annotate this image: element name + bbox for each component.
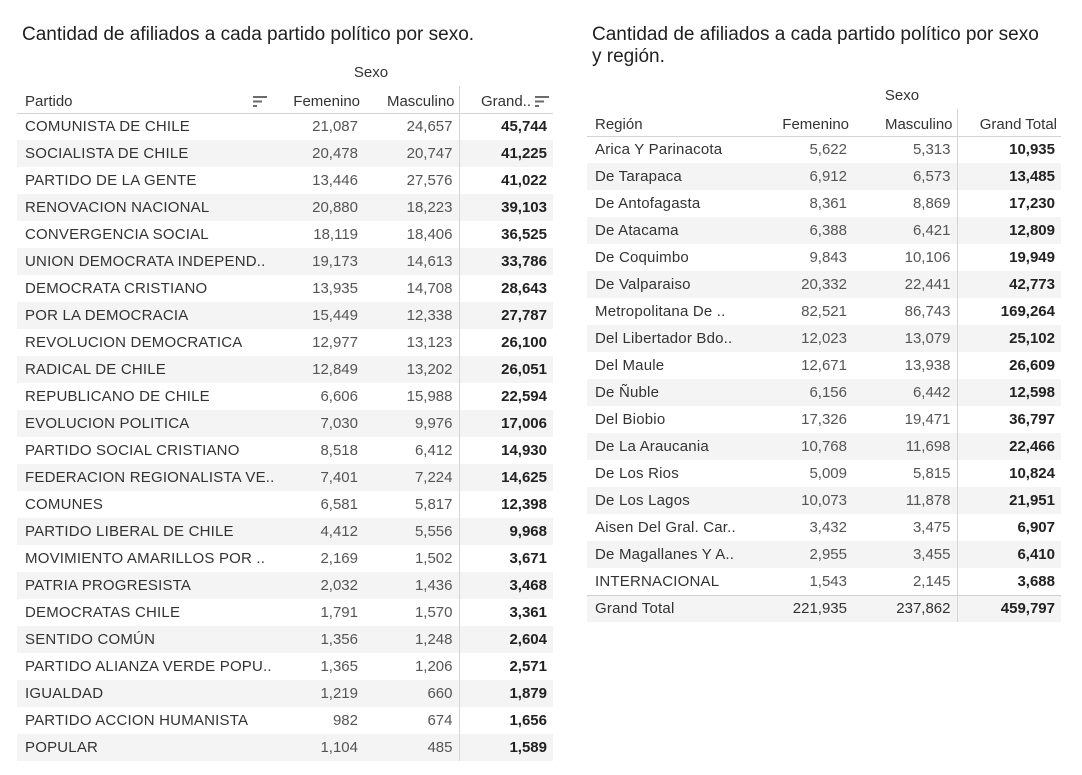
grand-total-value: 13,485: [957, 163, 1061, 190]
row-label: RADICAL DE CHILE: [17, 356, 275, 383]
table-row[interactable]: [587, 352, 1061, 379]
grand-total-value: 36,797: [957, 406, 1061, 433]
masculino-value: 237,862: [853, 595, 957, 622]
femenino-value: 12,023: [761, 325, 853, 352]
table-row[interactable]: [587, 541, 1061, 568]
table-row[interactable]: [587, 271, 1061, 298]
grand-total-value: 17,230: [957, 190, 1061, 217]
masculino-value: 8,869: [912, 195, 951, 212]
grand-total-value: 22,466: [957, 433, 1061, 460]
grand-total-value: 6,410: [957, 541, 1061, 568]
grand-total-value: 25,102: [957, 325, 1061, 352]
table-row[interactable]: [17, 410, 553, 437]
sort-descending-icon[interactable]: [535, 96, 549, 107]
femenino-value: 6,606: [320, 388, 358, 405]
row-label: PARTIDO SOCIAL CRISTIANO: [25, 442, 240, 459]
sort-descending-icon[interactable]: [253, 96, 267, 107]
femenino-value: 8,361: [809, 195, 847, 212]
grand-total-value: 2,571: [459, 653, 553, 680]
table-row[interactable]: [587, 487, 1061, 514]
masculino-value: 1,248: [364, 626, 459, 653]
masculino-value: 24,657: [406, 118, 453, 136]
masculino-value: 5,556: [364, 518, 459, 545]
table-row[interactable]: [587, 433, 1061, 460]
table-row[interactable]: [587, 406, 1061, 433]
masculino-value: 5,313: [912, 141, 951, 159]
table-row[interactable]: [587, 514, 1061, 541]
table-row[interactable]: [17, 707, 553, 734]
table-row[interactable]: [587, 568, 1061, 595]
femenino-value: 12,977: [312, 334, 358, 351]
row-label: FEDERACION REGIONALISTA VE..: [17, 464, 275, 491]
row-label: IGUALDAD: [17, 680, 275, 707]
femenino-value: 20,332: [761, 271, 853, 298]
femenino-value: 7,401: [275, 464, 364, 491]
femenino-value: 6,156: [761, 379, 853, 406]
femenino-value: 2,169: [320, 550, 358, 567]
femenino-value: 9,843: [809, 249, 847, 266]
grand-total-value: 2,604: [459, 626, 553, 653]
row-label: Del Biobio: [595, 411, 666, 428]
grand-total-value: 14,625: [459, 464, 553, 491]
grand-total-value: 1,656: [459, 707, 553, 734]
masculino-value: 20,747: [364, 140, 459, 167]
row-label: De Los Lagos: [587, 487, 761, 514]
panel-title: Cantidad de afiliados a cada partido político por sexo.: [22, 24, 475, 45]
table-row[interactable]: [17, 572, 553, 599]
masculino-value: 86,743: [904, 303, 951, 320]
row-label: De Antofagasta: [595, 195, 701, 212]
row-label: COMUNISTA DE CHILE: [25, 118, 191, 136]
femenino-value: 20,880: [275, 194, 364, 221]
table-row[interactable]: [17, 734, 553, 761]
femenino-value: 1,104: [275, 734, 364, 761]
masculino-value: 14,708: [406, 280, 453, 297]
table-row[interactable]: [17, 167, 553, 194]
row-label: SOCIALISTA DE CHILE: [17, 140, 275, 167]
row-label: De Los Rios: [595, 465, 679, 482]
grand-total-column-header[interactable]: Grand Total: [957, 109, 1061, 136]
grand-total-value: 27,787: [459, 302, 553, 329]
masculino-value: 1,502: [414, 550, 453, 567]
grand-total-value: 3,361: [459, 599, 553, 626]
grand-total-value: 12,598: [957, 379, 1061, 406]
masculino-value: 1,206: [414, 658, 453, 675]
table-row[interactable]: [587, 379, 1061, 406]
femenino-value: 5,622: [809, 141, 847, 159]
panel-title: Cantidad de afiliados a cada partido político por sexo y región.: [592, 24, 1039, 67]
grand-total-value: 9,968: [459, 518, 553, 545]
row-label: De Magallanes Y A..: [587, 541, 761, 568]
row-label: MOVIMIENTO AMARILLOS POR ..: [25, 550, 266, 567]
masculino-value: 11,878: [853, 487, 957, 514]
masculino-value: 18,223: [364, 194, 459, 221]
table-row[interactable]: [587, 163, 1061, 190]
table-row[interactable]: [17, 248, 553, 275]
femenino-value: 1,219: [275, 680, 364, 707]
row-label: De Atacama: [587, 217, 761, 244]
femenino-value: 18,119: [313, 226, 358, 243]
masculino-value: 6,412: [414, 442, 453, 459]
femenino-value: 3,432: [809, 519, 847, 536]
row-label: De Valparaiso: [587, 271, 761, 298]
femenino-value: 2,955: [761, 541, 853, 568]
masculino-value: 6,573: [853, 163, 957, 190]
grand-total-value: 6,907: [957, 514, 1061, 541]
masculino-value: 7,224: [364, 464, 459, 491]
row-label: DEMOCRATA CRISTIANO: [25, 280, 208, 297]
grand-total-value: 41,225: [459, 140, 553, 167]
partido-column-header[interactable]: [17, 86, 275, 113]
masculino-value: 660: [364, 680, 459, 707]
masculino-column-header[interactable]: Masculino: [853, 109, 957, 136]
row-label: De Ñuble: [587, 379, 761, 406]
table-row[interactable]: [587, 460, 1061, 487]
grand-total-header-label: Grand..: [480, 92, 531, 110]
femenino-value: 82,521: [801, 303, 847, 320]
femenino-value: 10,768: [761, 433, 853, 460]
masculino-value: 5,817: [414, 496, 453, 513]
row-label: PARTIDO LIBERAL DE CHILE: [17, 518, 275, 545]
grand-total-row[interactable]: [587, 595, 1061, 622]
table-header-row: [17, 86, 553, 113]
grand-total-value: 26,100: [459, 329, 553, 356]
femenino-value: 20,478: [275, 140, 364, 167]
table-row[interactable]: [587, 217, 1061, 244]
table-row[interactable]: [17, 518, 553, 545]
femenino-value: 17,326: [801, 411, 847, 428]
masculino-value: 27,576: [406, 172, 453, 189]
masculino-value: 5,815: [912, 465, 951, 482]
row-label: De La Araucania: [587, 433, 761, 460]
grand-total-value: 10,935: [957, 136, 1061, 163]
grand-total-value: 26,051: [459, 356, 553, 383]
region-by-sex-table: [587, 109, 1061, 622]
masculino-value: 6,421: [853, 217, 957, 244]
row-label: EVOLUCION POLITICA: [17, 410, 275, 437]
row-label: UNION DEMOCRATA INDEPEND..: [17, 248, 275, 275]
table-row[interactable]: [587, 136, 1061, 163]
table-row[interactable]: [17, 464, 553, 491]
femenino-value: 1,356: [275, 626, 364, 653]
row-label: POR LA DEMOCRACIA: [17, 302, 275, 329]
femenino-value: 8,518: [320, 442, 358, 459]
grand-total-value: 3,688: [957, 568, 1061, 595]
table-row[interactable]: [17, 545, 553, 572]
row-label: POPULAR: [17, 734, 275, 761]
grand-total-value: 28,643: [459, 275, 553, 302]
masculino-value: 13,079: [853, 325, 957, 352]
table-row[interactable]: [17, 140, 553, 167]
femenino-value: 2,032: [275, 572, 364, 599]
table-row[interactable]: [17, 599, 553, 626]
masculino-value: 10,106: [904, 249, 951, 266]
grand-total-value: 26,609: [957, 352, 1061, 379]
femenino-value: 7,030: [275, 410, 364, 437]
femenino-value: 1,543: [809, 572, 847, 590]
masculino-value: 11,698: [853, 433, 957, 460]
row-label: REVOLUCION DEMOCRATICA: [25, 334, 243, 351]
grand-total-value: 39,103: [459, 194, 553, 221]
table-row[interactable]: [587, 190, 1061, 217]
masculino-value: 2,145: [912, 572, 951, 590]
region-column-header[interactable]: Región: [587, 109, 761, 136]
grand-total-value: 12,398: [459, 491, 553, 518]
table-row[interactable]: [17, 275, 553, 302]
table-row[interactable]: [17, 221, 553, 248]
row-label: PARTIDO ACCION HUMANISTA: [25, 712, 249, 729]
row-label: Del Libertador Bdo..: [587, 325, 761, 352]
table-row[interactable]: [17, 437, 553, 464]
sexo-group-header: Sexo: [884, 87, 920, 104]
femenino-value: 1,791: [320, 604, 358, 621]
table-row[interactable]: [17, 653, 553, 680]
table-row[interactable]: [17, 194, 553, 221]
masculino-value: 1,570: [414, 604, 453, 621]
masculino-value: 674: [427, 712, 453, 729]
row-label: DEMOCRATAS CHILE: [25, 604, 181, 621]
table-row[interactable]: [17, 491, 553, 518]
partido-header-label: Partido: [25, 92, 73, 110]
grand-total-value: 459,797: [957, 595, 1061, 622]
row-label: Metropolitana De ..: [595, 303, 726, 320]
row-label: Aisen Del Gral. Car..: [595, 519, 736, 536]
femenino-value: 6,388: [761, 217, 853, 244]
masculino-value: 18,406: [406, 226, 453, 243]
grand-total-value: 33,786: [459, 248, 553, 275]
femenino-column-header[interactable]: Femenino: [761, 109, 853, 136]
row-label: De Coquimbo: [595, 249, 689, 266]
table-row[interactable]: [587, 298, 1061, 325]
masculino-value: 13,123: [406, 334, 453, 351]
region-by-sex-panel: [587, 24, 1061, 618]
grand-total-value: 41,022: [459, 167, 553, 194]
row-label: Arica Y Parinacota: [595, 141, 723, 159]
grand-total-value: 1,589: [459, 734, 553, 761]
grand-total-column-header[interactable]: [459, 86, 553, 113]
femenino-value: 15,449: [275, 302, 364, 329]
table-row[interactable]: [17, 113, 553, 140]
masculino-value: 485: [364, 734, 459, 761]
femenino-value: 10,073: [761, 487, 853, 514]
table-row[interactable]: [17, 680, 553, 707]
row-label: De Tarapaca: [587, 163, 761, 190]
masculino-value: 3,475: [912, 519, 951, 536]
table-header-row: [587, 109, 1061, 136]
grand-total-value: 45,744: [459, 113, 553, 140]
sexo-group-header: Sexo: [353, 64, 389, 81]
grand-total-value: 1,879: [459, 680, 553, 707]
party-by-sex-table: [17, 86, 553, 761]
table-row[interactable]: [17, 329, 553, 356]
row-label: PARTIDO DE LA GENTE: [25, 172, 197, 189]
masculino-value: 3,455: [853, 541, 957, 568]
femenino-value: 13,935: [312, 280, 358, 297]
row-label: REPUBLICANO DE CHILE: [25, 388, 210, 405]
masculino-value: 9,976: [364, 410, 459, 437]
femenino-value: 4,412: [275, 518, 364, 545]
table-row[interactable]: [587, 244, 1061, 271]
table-row[interactable]: [17, 383, 553, 410]
masculino-value: 22,441: [853, 271, 957, 298]
femenino-value: 982: [332, 712, 358, 729]
row-label: PATRIA PROGRESISTA: [17, 572, 275, 599]
row-label: RENOVACION NACIONAL: [17, 194, 275, 221]
grand-total-value: 42,773: [957, 271, 1061, 298]
femenino-column-header[interactable]: Femenino: [275, 86, 364, 113]
row-label: Grand Total: [587, 595, 761, 622]
masculino-value: 13,938: [904, 357, 951, 374]
table-row[interactable]: [17, 302, 553, 329]
femenino-value: 1,365: [320, 658, 358, 675]
table-row[interactable]: [587, 325, 1061, 352]
grand-total-value: 12,809: [957, 217, 1061, 244]
masculino-value: 19,471: [904, 411, 951, 428]
table-row[interactable]: [17, 626, 553, 653]
grand-total-value: 22,594: [459, 383, 553, 410]
row-label: COMUNES: [25, 496, 104, 513]
masculino-value: 1,436: [364, 572, 459, 599]
masculino-value: 13,202: [364, 356, 459, 383]
masculino-value: 12,338: [364, 302, 459, 329]
masculino-value: 14,613: [364, 248, 459, 275]
grand-total-value: 3,671: [459, 545, 553, 572]
femenino-value: 6,581: [320, 496, 358, 513]
femenino-value: 13,446: [312, 172, 358, 189]
grand-total-value: 17,006: [459, 410, 553, 437]
row-label: Del Maule: [595, 357, 665, 374]
row-label: SENTIDO COMÚN: [17, 626, 275, 653]
masculino-value: 6,442: [853, 379, 957, 406]
party-by-sex-panel: [17, 24, 553, 756]
masculino-column-header[interactable]: Masculino: [364, 86, 459, 113]
grand-total-value: 10,824: [957, 460, 1061, 487]
femenino-value: 21,087: [312, 118, 358, 136]
femenino-value: 12,849: [275, 356, 364, 383]
table-row[interactable]: [17, 356, 553, 383]
femenino-value: 5,009: [809, 465, 847, 482]
row-label: CONVERGENCIA SOCIAL: [25, 226, 209, 243]
femenino-value: 12,671: [801, 357, 847, 374]
grand-total-value: 21,951: [957, 487, 1061, 514]
grand-total-value: 19,949: [957, 244, 1061, 271]
femenino-value: 19,173: [275, 248, 364, 275]
femenino-value: 6,912: [761, 163, 853, 190]
grand-total-value: 3,468: [459, 572, 553, 599]
grand-total-value: 36,525: [459, 221, 553, 248]
femenino-value: 221,935: [761, 595, 853, 622]
masculino-value: 15,988: [406, 388, 453, 405]
grand-total-value: 169,264: [957, 298, 1061, 325]
row-label: INTERNACIONAL: [595, 572, 720, 590]
grand-total-value: 14,930: [459, 437, 553, 464]
row-label: PARTIDO ALIANZA VERDE POPU..: [25, 658, 272, 675]
